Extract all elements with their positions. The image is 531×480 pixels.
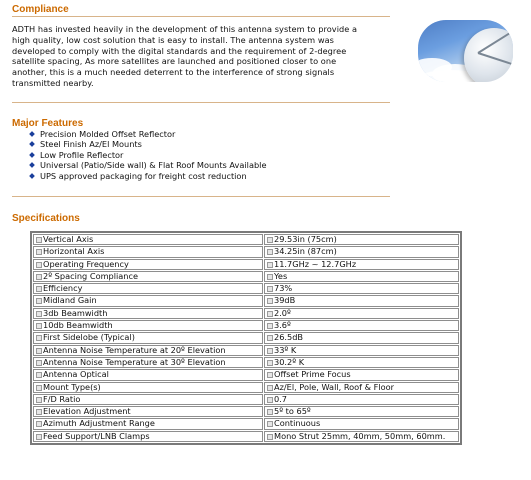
broken-image-icon [267,274,273,280]
broken-image-icon [36,286,42,292]
spec-label: Mount Type(s) [43,381,101,392]
compliance-line: ADTH has invested heavily in the development of this antenna system to provide a [12,24,358,34]
spec-value: 5º to 65º [274,406,311,417]
spec-label: Azimuth Adjustment Range [43,418,155,429]
broken-image-icon [267,237,273,243]
feature-label: Steel Finish Az/El Mounts [40,139,142,150]
spec-label: Elevation Adjustment [43,406,131,417]
spec-value-cell [264,308,459,319]
feature-item [30,171,266,181]
broken-image-icon [267,298,273,304]
spec-label: Midland Gain [43,295,97,306]
spec-value-cell [264,246,459,257]
feature-label: Precision Molded Offset Reflector [40,129,176,139]
spec-label-cell [33,246,263,257]
table-row [33,345,459,356]
spec-value: Mono Strut 25mm, 40mm, 50mm, 60mm. [274,430,446,441]
section-divider [12,102,390,103]
spec-label: 3db Beamwidth [43,307,108,318]
diamond-bullet-icon [29,131,35,137]
broken-image-icon [36,335,42,341]
spec-label: Antenna Optical [43,369,109,380]
spec-value: 26.5dB [274,332,304,343]
broken-image-icon [267,397,273,403]
spec-label-cell [33,382,263,393]
satellite-dish-photo [418,20,513,82]
broken-image-icon [267,348,273,354]
table-row [33,295,459,306]
spec-value: 29.53in (75cm) [274,234,337,244]
table-row [33,382,459,393]
broken-image-icon [267,372,273,378]
spec-value-cell [264,431,459,442]
broken-image-icon [36,360,42,366]
diamond-bullet-icon [29,152,35,158]
spec-label: Vertical Axis [43,234,94,244]
spec-label-cell [33,394,263,405]
spec-label: Feed Support/LNB Clamps [43,430,150,441]
spec-label-cell [33,308,263,319]
broken-image-icon [267,409,273,415]
spec-value: 3.6º [274,320,291,331]
section-divider [12,196,390,197]
compliance-line: high quality, low cost solution that is easy to install. The antenna system was [12,34,334,45]
spec-label-cell [33,259,263,270]
spec-label: 2º Spacing Compliance [43,270,139,281]
feature-item [30,139,266,149]
spec-value-cell [264,357,459,368]
spec-label-cell [33,332,263,343]
compliance-paragraph [12,24,412,89]
spec-label: Antenna Noise Temperature at 20º Elevation [43,344,226,355]
spec-label-cell [33,418,263,429]
spec-label-cell [33,406,263,417]
spec-value-cell [264,234,459,245]
spec-label: Antenna Noise Temperature at 30º Elevation [43,356,226,367]
spec-value: 30.2º K [274,356,305,367]
table-row [33,259,459,270]
table-row [33,406,459,417]
compliance-heading: Compliance [12,4,69,15]
table-row [33,418,459,429]
diamond-bullet-icon [29,162,35,168]
spec-label: Operating Frequency [43,258,129,269]
spec-value: 34.25in (87cm) [274,246,337,257]
broken-image-icon [36,421,42,427]
broken-image-icon [36,323,42,329]
spec-value: Offset Prime Focus [274,369,351,380]
broken-image-icon [36,385,42,391]
feature-item [30,150,266,160]
compliance-line: another, this is a much needed deterrent to the interference of strong signals [12,67,335,78]
spec-value-cell [264,418,459,429]
spec-value-cell [264,271,459,282]
compliance-line: developed to comply with the digital standards and the requirement of 2-degree [12,45,347,56]
broken-image-icon [267,335,273,341]
broken-image-icon [267,360,273,366]
spec-label-cell [33,431,263,442]
spec-value-cell [264,406,459,417]
broken-image-icon [36,409,42,415]
spec-value-cell [264,369,459,380]
feature-item [30,160,266,170]
spec-value-cell [264,332,459,343]
spec-label-cell [33,295,263,306]
spec-label-cell [33,234,263,245]
table-row [33,394,459,405]
feature-item [30,129,266,139]
table-row [33,246,459,257]
spec-value: 0.7 [274,393,288,404]
spec-label-cell [33,271,263,282]
broken-image-icon [267,311,273,317]
compliance-divider [12,16,390,17]
broken-image-icon [36,348,42,354]
specifications-table [30,231,462,445]
broken-image-icon [36,397,42,403]
spec-value-cell [264,295,459,306]
spec-value: 39dB [274,295,296,306]
spec-label-cell [33,357,263,368]
table-row [33,332,459,343]
diamond-bullet-icon [29,173,35,179]
broken-image-icon [36,249,42,255]
broken-image-icon [36,274,42,280]
spec-label: F/D Ratio [43,393,81,404]
table-row [33,283,459,294]
broken-image-icon [36,262,42,268]
broken-image-icon [267,262,273,268]
broken-image-icon [36,311,42,317]
spec-value: 2.0º [274,307,291,318]
broken-image-icon [36,237,42,243]
compliance-line: satellite spacing, As more satellites are launched and positioned closer to one [12,56,337,67]
spec-value-cell [264,394,459,405]
table-row [33,234,459,245]
compliance-line: transmitted nearby. [12,77,94,88]
spec-value: Az/El, Pole, Wall, Roof & Floor [274,381,395,392]
spec-value-cell [264,283,459,294]
spec-value: 73% [274,283,293,294]
features-list [30,129,266,181]
broken-image-icon [267,421,273,427]
table-row [33,271,459,282]
broken-image-icon [267,434,273,440]
spec-value: Yes [274,270,288,281]
feature-label: Universal (Patio/Side wall) & Flat Roof Mounts Available [40,160,267,171]
spec-value-cell [264,382,459,393]
specifications-heading: Specifications [12,213,80,224]
spec-label-cell [33,320,263,331]
spec-value-cell [264,345,459,356]
broken-image-icon [267,323,273,329]
table-row [33,369,459,380]
spec-label-cell [33,283,263,294]
spec-value-cell [264,259,459,270]
spec-label: Horizontal Axis [43,246,105,257]
table-row [33,431,459,442]
feature-label: Low Profile Reflector [40,149,124,160]
table-row [33,320,459,331]
spec-value: Continuous [274,418,321,429]
spec-label-cell [33,369,263,380]
spec-value: 11.7GHz ~ 12.7GHz [274,258,357,269]
broken-image-icon [36,434,42,440]
broken-image-icon [267,286,273,292]
spec-label: Efficiency [43,283,83,294]
feature-label: UPS approved packaging for freight cost reduction [40,170,247,181]
table-row [33,308,459,319]
diamond-bullet-icon [29,142,35,148]
broken-image-icon [36,298,42,304]
broken-image-icon [267,249,273,255]
table-row [33,357,459,368]
features-heading: Major Features [12,118,84,129]
spec-value: 33º K [274,344,297,355]
spec-value-cell [264,320,459,331]
spec-label-cell [33,345,263,356]
spec-label: First Sidelobe (Typical) [43,332,135,343]
broken-image-icon [267,385,273,391]
broken-image-icon [36,372,42,378]
spec-label: 10db Beamwidth [43,320,113,331]
